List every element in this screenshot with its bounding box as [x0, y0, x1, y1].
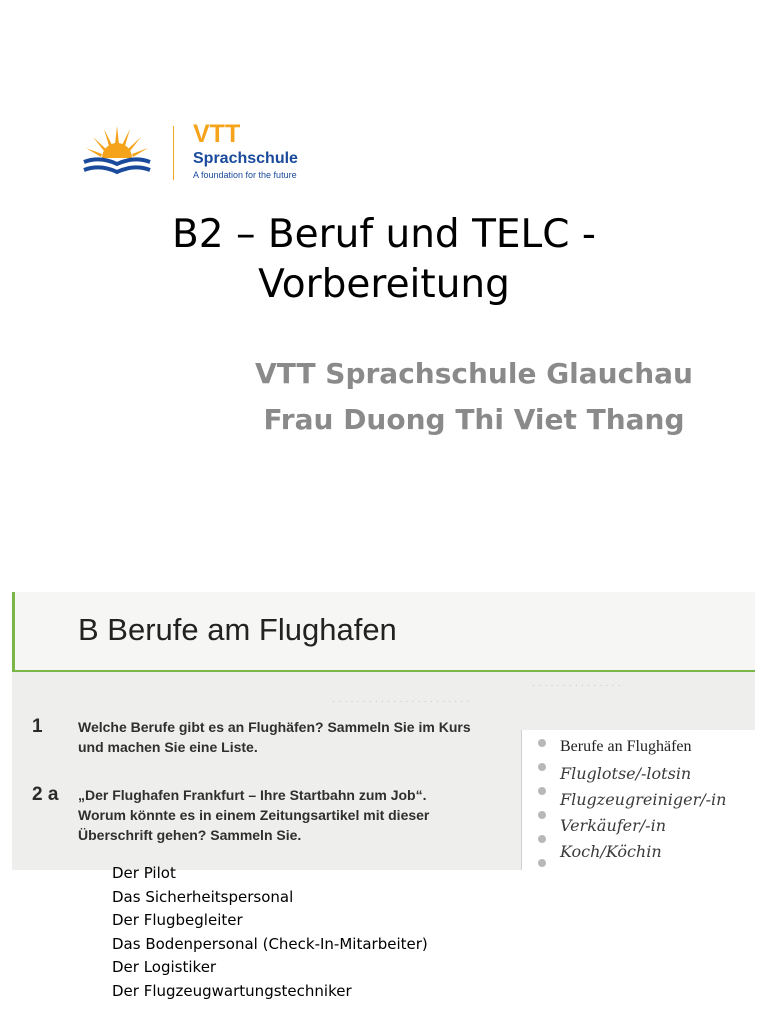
slide-title-line-2: Vorbereitung	[258, 262, 510, 307]
task-1-line-2: und machen Sie eine Liste.	[78, 739, 258, 755]
logo-brand: VTT	[193, 120, 241, 148]
task-2a-line-2: Worum könnte es in einem Zeitungsartikel mit dieser	[78, 807, 430, 823]
bullet-dot	[538, 739, 546, 747]
logo-divider	[173, 126, 174, 180]
bleed-through-text: · · · · · · · · · · · · · · ·	[532, 680, 621, 691]
list-item: Der Pilot	[112, 864, 176, 882]
subtitle-school: VTT Sprachschule Glauchau	[255, 357, 693, 390]
notes-card	[521, 730, 755, 870]
notes-item: Koch/Köchin	[560, 842, 662, 861]
bullet-dot	[538, 811, 546, 819]
task-2a-line-3: Überschrift gehen? Sammeln Sie.	[78, 827, 302, 843]
answer-list	[112, 862, 428, 1004]
list-item: Der Flugzeugwartungstechniker	[112, 981, 352, 1000]
notes-item: Verkäufer/-in	[560, 816, 666, 835]
notes-item: Flugzeugreiniger/-in	[560, 790, 727, 809]
task-2a-number: 2 a	[32, 784, 59, 805]
bullet-dot	[538, 835, 546, 843]
bullet-dot	[538, 787, 546, 795]
task-2a-line-1: „Der Flughafen Frankfurt – Ihre Startbahn zum Job“.	[78, 787, 427, 803]
slide-title-line-1: B2 – Beruf und TELC -	[172, 212, 596, 257]
notes-title: Berufe an Flughäfen	[560, 738, 692, 755]
list-item: Der Flugbegleiter	[112, 911, 243, 930]
vtt-logo	[82, 120, 312, 184]
bleed-through-text: · · · · · · · · · · · · · · · · · · · · · · ·	[332, 696, 470, 707]
excerpt-header	[12, 592, 755, 672]
excerpt-heading: B Berufe am Flughafen	[78, 612, 397, 647]
task-1-number: 1	[32, 716, 43, 737]
slide-title	[0, 210, 768, 310]
subtitle-teacher: Frau Duong Thi Viet Thang	[263, 403, 685, 436]
logo-tagline: A foundation for the future	[193, 170, 297, 180]
task-1-line-1: Welche Berufe gibt es an Flughäfen? Sammeln Sie im Kurs	[78, 719, 471, 735]
list-item: Das Bodenpersonal (Check-In-Mitarbeiter)	[112, 934, 428, 953]
logo-name: Sprachschule	[193, 150, 298, 167]
notes-item: Fluglotse/-lotsin	[560, 764, 692, 783]
slide-subtitle	[254, 351, 694, 443]
textbook-excerpt-image	[12, 592, 755, 870]
list-item: Das Sicherheitspersonal	[112, 887, 294, 906]
sun-book-logo-icon	[82, 122, 152, 180]
excerpt-accent-bar	[12, 592, 15, 670]
bullet-dot	[538, 763, 546, 771]
bullet-dot	[538, 859, 546, 867]
list-item: Der Logistiker	[112, 958, 217, 977]
